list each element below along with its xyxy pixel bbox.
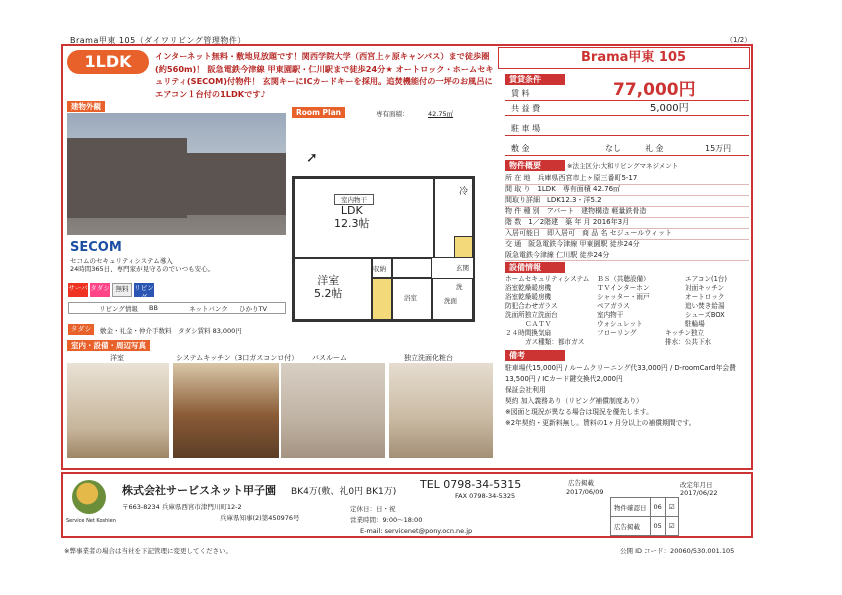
common-row: 共 益 費 5,000円 — [505, 101, 749, 116]
photo-washroom — [389, 363, 493, 458]
tadashi-label: タダシ — [68, 324, 94, 335]
equipment-list — [505, 274, 749, 346]
remarks-text: 駐車場代15,000円 / ルームクリーニング代33,000円 / D-roomCard年会費 13,500円 / ICカード鍵交換代2,000円 保証会社利用 契約 加入義務あり（リビング補償制度あり） ※図面と現況が異なる場合は現況を優先します。 ※2年契約・更新料無し。賃料の1ヶ月分以上の補償期間です。 — [505, 364, 736, 427]
washroom-label: 洗面 — [444, 297, 457, 305]
catch-copy: インターネット無料・敷地見放題です！関西学院大学（西宮上ヶ原キャンパス）まで徒歩圏(約560m)！ 阪急電鉄今津線 甲東園駅・仁川駅まで徒歩24分★ オートロック・ホームセキュリティ(SECOM)付物件！ 玄関キーにICカードキーを採用。追焚機能付の一坪のお風呂にエアコン１台付の1LDKです♪ — [155, 51, 494, 99]
rent-row: 賃 料 77,000円 — [505, 86, 749, 101]
ad-label: 広告掲載 — [568, 479, 594, 487]
confirm-table: 物件確認日 06 ☑ 広告掲載 05 ☑ — [610, 497, 679, 536]
equipment-item: 浴室乾燥暖房機 — [505, 284, 552, 292]
logo-text: Service Net Koshien — [66, 518, 116, 524]
tadashi-text: 敷金・礼金・仲介手数料 — [100, 327, 172, 335]
badge-tadashi: タダシ — [90, 283, 110, 297]
fax: FAX 0798-34-5325 — [455, 492, 516, 500]
room-yoshitsu-label: 洋室 5.2帖 — [314, 274, 343, 300]
layout-type-badge: 1LDK — [67, 50, 149, 74]
entrance-label: 玄関 — [456, 264, 469, 272]
secom-text-1: セコムのセキュリティシステム導入 — [70, 257, 173, 265]
interior-label: 室内・設備・周辺写真 — [67, 340, 150, 351]
footer-note: ※弊事業者の場合は当社を下記管理に変更してください。 — [64, 547, 232, 555]
refrigerator: 冷 — [459, 187, 469, 197]
equipment-item: 排水：公共下水 — [665, 338, 712, 346]
equipment-item: 洗面所独立洗面台 — [505, 311, 558, 319]
equipment-item: ペアガラス — [597, 302, 630, 310]
equipment-item: 防犯合わせガラス — [505, 302, 558, 310]
wic — [372, 278, 392, 320]
service-item: ネットバンク — [189, 305, 228, 313]
photo-caption: 独立洗面化粧台 — [404, 354, 453, 362]
equipment-item: ＣＡＴＶ — [525, 320, 552, 328]
room-plan-label: Room Plan — [292, 107, 345, 118]
remarks-label: 備考 — [505, 350, 565, 361]
photo-bath — [281, 363, 385, 458]
tel: TEL 0798-34-5315 — [420, 478, 522, 491]
north-compass-icon: ➚ — [306, 150, 318, 166]
badge-free: 無料 — [112, 283, 132, 297]
overview-note: ※法主区分:大和リビングマネジメント — [567, 162, 679, 170]
equipment-item: 室内物干 — [597, 311, 624, 319]
update-date: 2017/06/22 — [680, 489, 718, 497]
equipment-item: ホームセキュリティシステム — [505, 275, 590, 283]
company-name: 株式会社サービスネット甲子園 — [122, 484, 276, 497]
equipment-label: 設備情報 — [505, 262, 565, 273]
photo-caption: 洋室 — [110, 354, 124, 362]
holiday: 定休日：日・祝 — [350, 505, 396, 513]
equipment-item: ウォシュレット — [597, 320, 643, 328]
parking-row: 駐 車 場 — [505, 121, 749, 136]
equipment-item: ガス種類：都市ガス — [525, 338, 585, 346]
commission: BK4万(敷、礼0円 BK1万) — [291, 487, 397, 497]
deposit-row: 敷 金 なし 礼 金 15万円 — [505, 141, 749, 156]
service-item: ひかりTV — [239, 305, 267, 313]
overview-row: 間取り詳細 LDK12.3・洋5.2 — [505, 195, 749, 207]
company-logo-icon — [72, 480, 106, 514]
equipment-item: エアコン(1台) — [685, 275, 727, 283]
badge-server: サーバ — [68, 283, 88, 297]
equipment-item: オートロック — [685, 293, 725, 301]
terms-label: 賃貸条件 — [505, 74, 565, 85]
equipment-item: 駐輪場 — [685, 320, 705, 328]
overview-row: 所 在 地 兵庫県西宮市上ヶ原三番町5-17 — [505, 173, 749, 185]
service-badges — [68, 283, 164, 299]
overview-row: 交 通 阪急電鉄今津線 甲東園駅 徒歩24分 阪急電鉄今津線 仁川駅 徒歩24分 — [505, 239, 749, 261]
update-label: 改定年月日 — [680, 481, 713, 489]
equipment-item: ２４時間換気扇 — [505, 329, 552, 337]
storage-label: 収納 — [373, 265, 386, 273]
bath-label: 浴室 — [404, 294, 417, 302]
equipment-item: キッチン独立 — [665, 329, 705, 337]
page-header: Brama甲東 105（ダイワリビング管理物件） — [70, 36, 246, 45]
floor-plan — [292, 176, 475, 322]
room-ldk-label: LDK 12.3帖 — [334, 204, 370, 230]
overview-label: 物件概要 — [505, 160, 565, 171]
wash-label: 洗 — [456, 283, 463, 291]
email: E-mail: servicenet@pony.ocn.ne.jp — [360, 527, 473, 535]
photo-kitchen — [173, 363, 279, 458]
service-row — [68, 302, 286, 314]
equipment-item: シャッター・雨戸 — [597, 293, 650, 301]
overview-row: 間 取 り 1LDK 専有面積 42.76㎡ — [505, 184, 749, 196]
equipment-item: ＴＶインターホン — [597, 284, 650, 292]
photo-yoshitsu — [67, 363, 169, 458]
secom-logo: SECOM — [70, 240, 122, 255]
equipment-item: 対面キッチン — [685, 284, 725, 292]
service-item: BB — [149, 304, 158, 312]
rent-value: 77,000円 — [613, 80, 696, 100]
common-value: 5,000円 — [650, 103, 689, 114]
area-label: 専有面積： — [376, 110, 409, 118]
tadashi-amount: タダシ賃料 83,000円 — [178, 327, 242, 335]
area-value: 42.75㎡ — [428, 110, 454, 118]
equipment-item: 追い焚き給湯 — [685, 302, 725, 310]
room-ldk-top: 室内物干 — [334, 194, 374, 205]
hours: 営業時間：9:00～18:00 — [350, 516, 423, 524]
page-number: （1/2） — [726, 36, 752, 44]
photo-caption: バスルーム — [312, 354, 347, 362]
overview-row: 階 数 1／2階建 築 年 月 2016年3月 — [505, 217, 749, 229]
equipment-item: ＢＳ（共聴設備） — [597, 275, 650, 283]
service-item: リビング情報 — [99, 305, 138, 313]
photo-caption: システムキッチン（3口ガスコンロ付） — [176, 354, 299, 362]
exterior-photo — [67, 113, 286, 235]
ad-date: 2017/06/09 — [566, 488, 604, 496]
toilet — [392, 258, 432, 278]
equipment-item: シューズBOX — [685, 311, 725, 319]
equipment-item: フローリング — [597, 329, 637, 337]
shoe-box — [454, 236, 473, 258]
footer-id: 公開 ID コード：20060/530.001.105 — [620, 547, 735, 555]
badge-living: リビング — [134, 284, 154, 301]
property-name: Brama甲東 105 — [498, 47, 750, 69]
overview-row: 入居可能日 即入居可 商 品 名 セジュールウィット — [505, 228, 749, 240]
secom-text-2: 24時間365日、専門家が見守るのでいつも安心。 — [70, 265, 215, 273]
license: 兵庫県知事(2)第450976号 — [220, 514, 300, 522]
overview-row: 物 件 種 別 アパート 建物構造 軽量鉄骨造 — [505, 206, 749, 218]
exterior-label: 建物外観 — [67, 101, 105, 112]
equipment-item: 浴室乾燥暖房機 — [505, 293, 552, 301]
address: 〒663-8234 兵庫県西宮市津門川町12-2 — [122, 503, 242, 511]
